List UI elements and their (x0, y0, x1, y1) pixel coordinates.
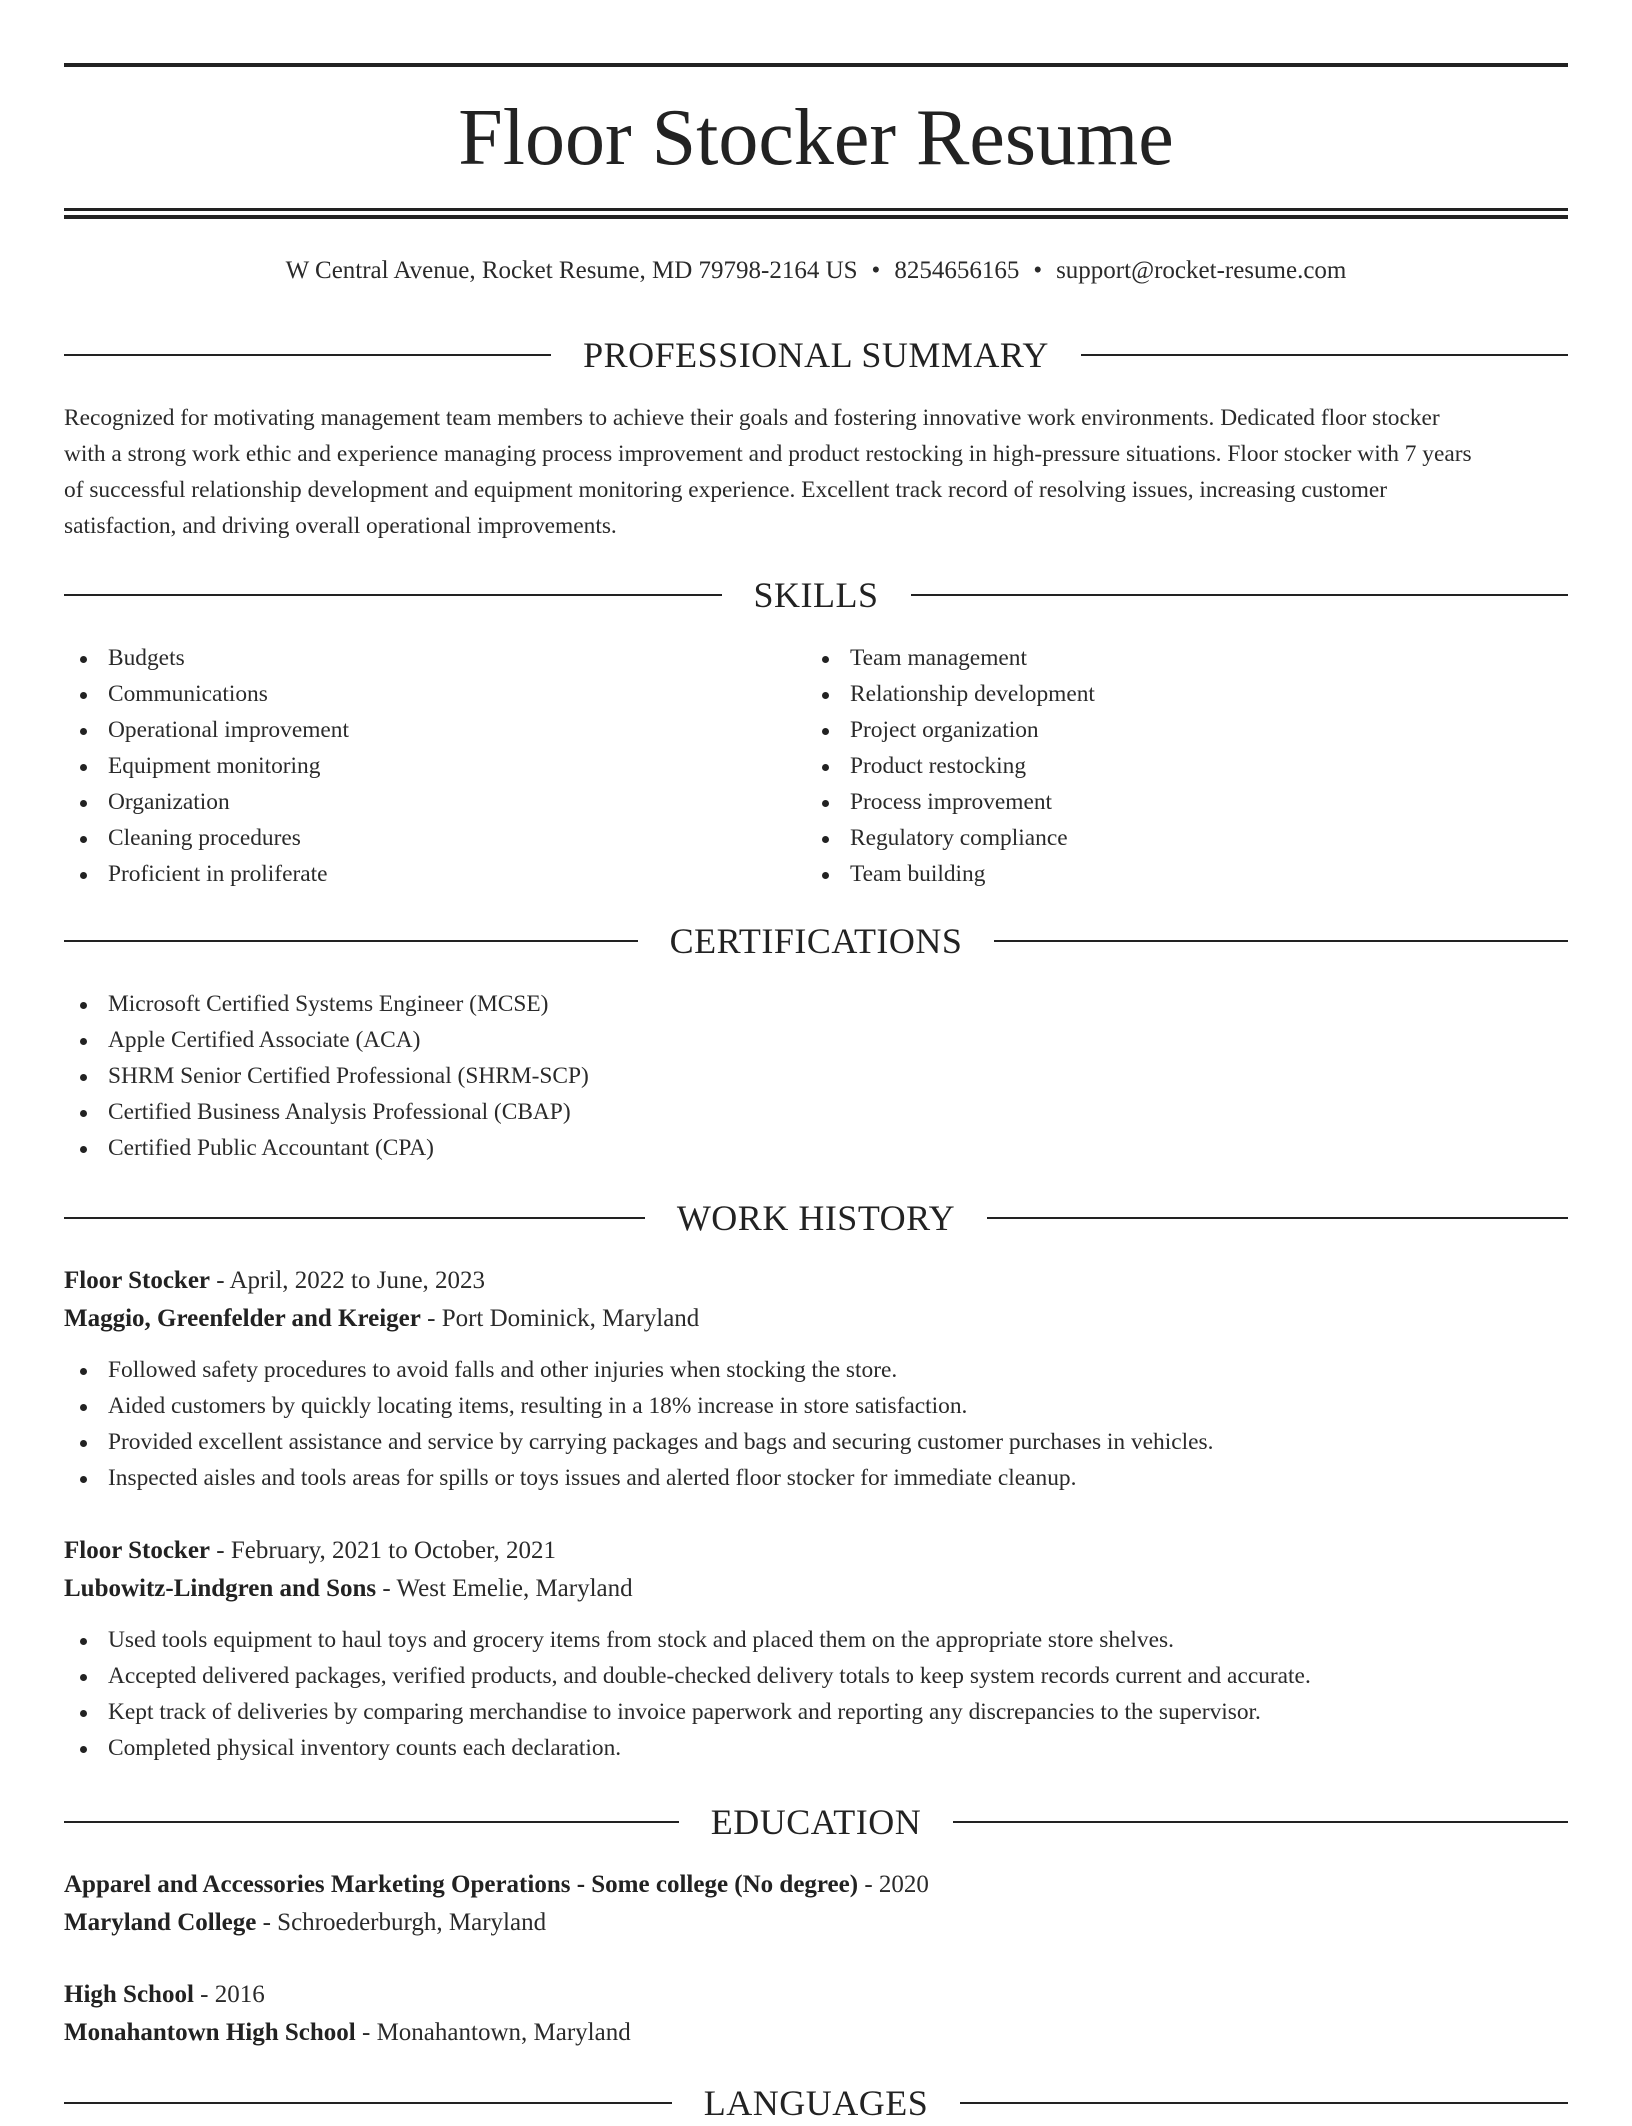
contact-separator: • (871, 257, 881, 284)
divider (911, 594, 1569, 596)
job-entry (64, 1532, 1568, 1766)
job-bullets (64, 1622, 1568, 1766)
job-title-line (64, 1532, 1568, 1570)
skill-item: Team building (806, 856, 1506, 892)
title-double-rule (64, 208, 1568, 219)
section-title: SKILLS (753, 575, 879, 615)
job-company: Maggio, Greenfelder and Kreiger (64, 1305, 421, 1332)
education-school-line (64, 1904, 1568, 1942)
summary-line: with a strong work ethic and experience managing process improvement and product restocking in high-pressure situations. Floor stocker with 7 years (64, 441, 1472, 467)
education-degree-line (64, 1976, 1568, 2014)
job-entry (64, 1262, 1568, 1496)
top-rule (64, 63, 1568, 67)
skill-item: Operational improvement (64, 712, 764, 748)
skill-item: Communications (64, 676, 764, 712)
education-year: - 2020 (858, 1871, 929, 1898)
page-title: Floor Stocker Resume (458, 94, 1174, 182)
job-bullet: Provided excellent assistance and service by carrying packages and bags and securing customer purchases in vehicles. (64, 1424, 1568, 1460)
job-dates: - February, 2021 to October, 2021 (210, 1537, 556, 1564)
skill-item: Regulatory compliance (806, 820, 1506, 856)
summary-line: of successful relationship development and equipment monitoring experience. Excellent track record of resolving issues, increasing customer (64, 477, 1388, 503)
divider (1081, 354, 1568, 356)
education-location: - Monahantown, Maryland (355, 2019, 631, 2046)
section-title: LANGUAGES (703, 2083, 929, 2123)
section-header-languages (64, 2080, 1568, 2126)
job-company: Lubowitz-Lindgren and Sons (64, 1575, 377, 1602)
job-title: Floor Stocker (64, 1537, 211, 1564)
contact-line (64, 254, 1568, 288)
skill-item: Proficient in proliferate (64, 856, 764, 892)
education-school: Monahantown High School (64, 2019, 356, 2046)
education-year: - 2016 (193, 1981, 265, 2008)
skills-list-right (806, 640, 1506, 892)
job-bullet: Aided customers by quickly locating items, resulting in a 18% increase in store satisfaction. (64, 1388, 1568, 1424)
divider (994, 940, 1568, 942)
summary-line: satisfaction, and driving overall operational improvements. (64, 513, 617, 539)
education-entry (64, 1976, 1568, 2052)
skill-item: Relationship development (806, 676, 1506, 712)
section-header-skills (64, 572, 1568, 618)
certifications-list (64, 986, 1568, 1166)
job-dates: - April, 2022 to June, 2023 (210, 1267, 486, 1294)
job-company-line (64, 1570, 1568, 1608)
job-location: - Port Dominick, Maryland (420, 1305, 700, 1332)
section-title: EDUCATION (710, 1802, 922, 1842)
contact-phone: 8254656165 (894, 257, 1020, 284)
education-degree: Apparel and Accessories Marketing Operations - Some college (No degree) (64, 1871, 859, 1898)
job-bullet: Kept track of deliveries by comparing merchandise to invoice paperwork and reporting any discrepancies to the supervisor. (64, 1694, 1568, 1730)
skill-item: Cleaning procedures (64, 820, 764, 856)
education-location: - Schroederburgh, Maryland (256, 1909, 547, 1936)
job-bullets (64, 1352, 1568, 1496)
job-bullet: Inspected aisles and tools areas for spills or toys issues and alerted floor stocker for immediate cleanup. (64, 1460, 1568, 1496)
divider (64, 594, 722, 596)
divider (64, 1217, 645, 1219)
job-bullet: Accepted delivered packages, verified products, and double-checked delivery totals to keep system records current and accurate. (64, 1658, 1568, 1694)
certification-item: Microsoft Certified Systems Engineer (MCSE) (64, 986, 1568, 1022)
education-degree-line (64, 1866, 1568, 1904)
contact-address: W Central Avenue, Rocket Resume, MD 79798-2164 US (285, 257, 858, 284)
certification-item: SHRM Senior Certified Professional (SHRM-SCP) (64, 1058, 1568, 1094)
divider (953, 1821, 1568, 1823)
certification-item: Certified Public Accountant (CPA) (64, 1130, 1568, 1166)
skill-item: Product restocking (806, 748, 1506, 784)
section-header-work-history (64, 1195, 1568, 1241)
education-school: Maryland College (64, 1909, 257, 1936)
job-company-line (64, 1300, 1568, 1338)
skill-item: Budgets (64, 640, 764, 676)
certification-item: Certified Business Analysis Professional (CBAP) (64, 1094, 1568, 1130)
skill-item: Organization (64, 784, 764, 820)
job-bullet: Followed safety procedures to avoid falls and other injuries when stocking the store. (64, 1352, 1568, 1388)
section-header-certifications (64, 918, 1568, 964)
education-school-line (64, 2014, 1568, 2052)
skills-list-left (64, 640, 764, 892)
section-title: PROFESSIONAL SUMMARY (583, 335, 1049, 375)
job-bullet: Completed physical inventory counts each declaration. (64, 1730, 1568, 1766)
job-title-line (64, 1262, 1568, 1300)
section-title: CERTIFICATIONS (669, 921, 963, 961)
summary-line: Recognized for motivating management team members to achieve their goals and fostering innovative work environments. Dedicated floor stocker (64, 405, 1440, 431)
divider (64, 2102, 672, 2104)
contact-separator: • (1033, 257, 1043, 284)
section-header-education (64, 1799, 1568, 1845)
divider (960, 2102, 1568, 2104)
education-degree: High School (64, 1981, 194, 2008)
skill-item: Equipment monitoring (64, 748, 764, 784)
skill-item: Project organization (806, 712, 1506, 748)
section-header-summary (64, 332, 1568, 378)
skill-item: Team management (806, 640, 1506, 676)
divider (64, 1821, 679, 1823)
section-title: WORK HISTORY (676, 1198, 956, 1238)
contact-email: support@rocket-resume.com (1056, 257, 1347, 284)
job-bullet: Used tools equipment to haul toys and grocery items from stock and placed them on the appropriate store shelves. (64, 1622, 1568, 1658)
job-title: Floor Stocker (64, 1267, 211, 1294)
summary-paragraph (64, 400, 1568, 544)
divider (987, 1217, 1568, 1219)
skill-item: Process improvement (806, 784, 1506, 820)
job-location: - West Emelie, Maryland (376, 1575, 633, 1602)
divider (64, 940, 638, 942)
certification-item: Apple Certified Associate (ACA) (64, 1022, 1568, 1058)
divider (64, 354, 551, 356)
education-entry (64, 1866, 1568, 1942)
